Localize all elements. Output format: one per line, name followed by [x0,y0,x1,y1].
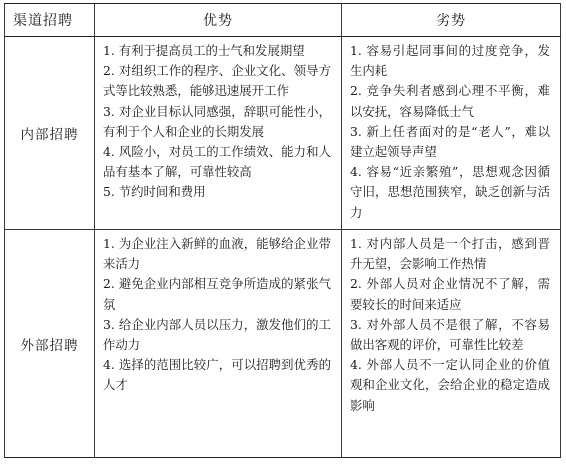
external-disadvantage-3: 3. 对外部人员不是很了解，不容易做出客观的评价，可靠性比较差 [350,316,550,353]
internal-disadvantages-cell [342,37,561,230]
channel-internal: 内部招聘 [5,37,95,230]
external-advantage-2: 2. 避免企业内部相互竞争所造成的紧张气氛 [103,276,331,312]
header-advantages: 优势 [95,4,342,37]
internal-disadvantage-3: 3. 新上任者面对的是“老人”，难以建立起领导声望 [350,123,550,160]
recruitment-comparison-table [4,3,561,458]
external-advantage-3: 3. 给企业内部人员以压力，激发他们的工作动力 [103,316,331,353]
internal-advantage-2: 2. 对组织工作的程序、企业文化、领导方式等比较熟悉，能够迅速展开工作 [103,63,331,99]
internal-advantage-5: 5. 节约时间和费用 [103,184,206,200]
external-advantage-1: 1. 为企业注入新鲜的血液，能够给企业带来活力 [103,236,331,272]
external-disadvantage-1: 1. 对内部人员是一个打击，感到晋升无望，会影响工作热情 [350,236,550,272]
external-disadvantages-cell [342,230,561,458]
header-channel: 渠道招聘 [5,4,95,37]
external-disadvantage-2: 2. 外部人员对企业情况不了解，需要较长的时间来适应 [350,276,550,312]
external-advantages-cell [95,230,342,458]
table-row-external [5,230,561,458]
internal-disadvantage-4: 4. 容易“近亲繁殖”，思想观念因循守旧，思想范围狭窄，缺乏创新与活力 [350,164,550,220]
internal-advantage-4: 4. 风险小，对员工的工作绩效、能力和人品有基本了解，可靠性较高 [103,144,331,180]
table-header-row [5,4,561,37]
internal-advantage-1: 1. 有利于提高员工的士气和发展期望 [103,43,305,58]
external-advantage-4: 4. 选择的范围比较广，可以招聘到优秀的人才 [103,357,331,393]
external-disadvantage-4: 4. 外部人员不一定认同企业的价值观和企业文化，会给企业的稳定造成影响 [350,357,550,413]
internal-advantages-cell [95,37,342,230]
header-disadvantages: 劣势 [342,4,561,37]
table-row-internal [5,37,561,230]
internal-disadvantage-2: 2. 竞争失利者感到心理不平衡，难以安抚，容易降低士气 [350,83,550,119]
internal-disadvantage-1: 1. 容易引起同事间的过度竞争，发生内耗 [350,43,550,79]
internal-advantage-3: 3. 对企业目标认同感强，辞职可能性小，有利于个人和企业的长期发展 [103,103,331,139]
channel-external: 外部招聘 [5,230,95,458]
